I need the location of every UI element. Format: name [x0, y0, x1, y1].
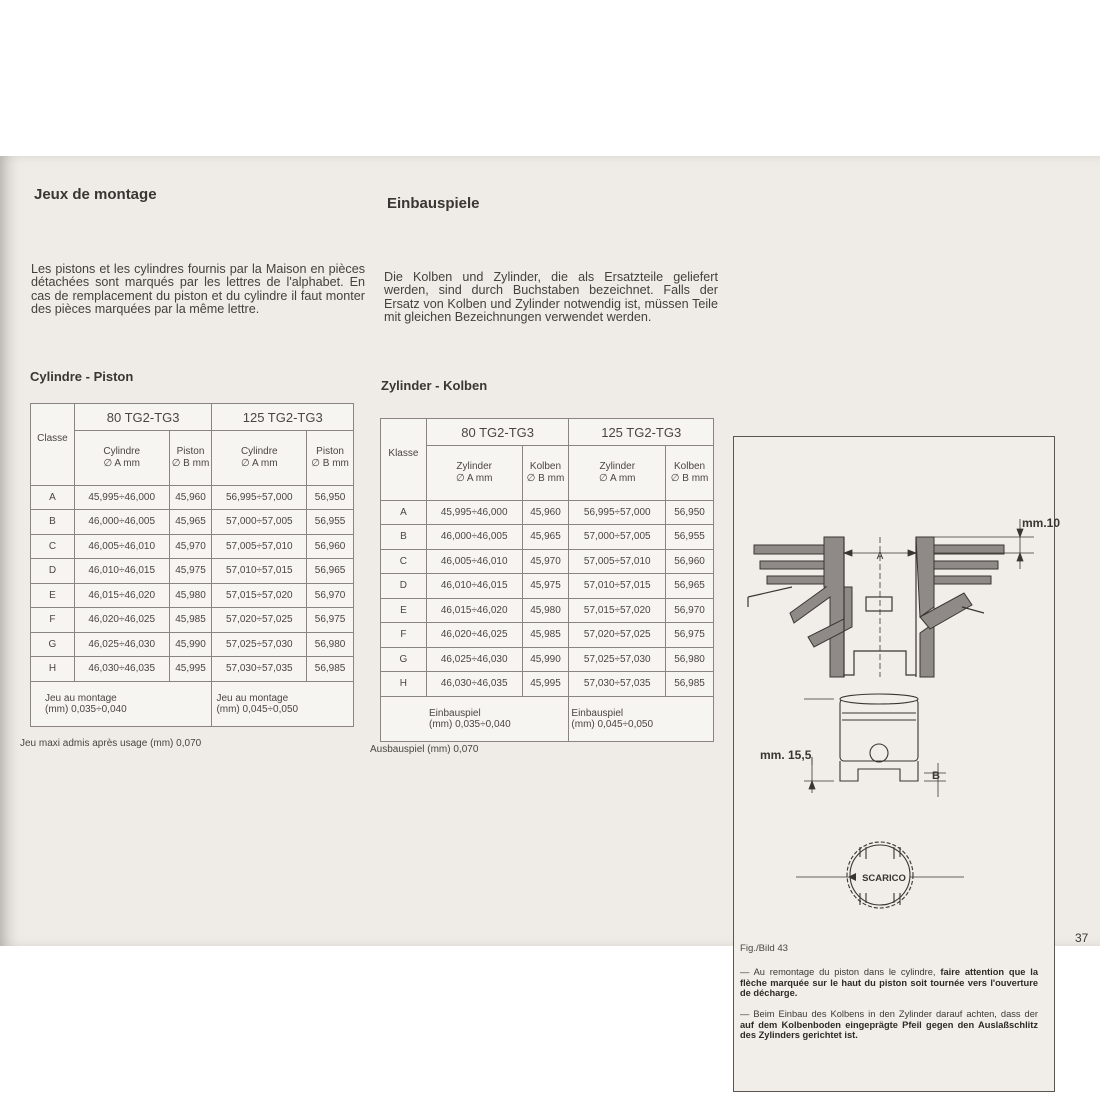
col-class: Classe: [31, 431, 75, 486]
manual-page: [0, 156, 1100, 1040]
fit-clearance-80: Einbauspiel (mm) 0,035÷0,040: [381, 696, 569, 741]
cell-cls: D: [31, 559, 75, 584]
class-header-cell: [31, 404, 75, 431]
table-row: [31, 485, 354, 510]
cell-a80: 46,020÷46,025: [74, 608, 169, 633]
cell-a80: 46,025÷46,030: [74, 632, 169, 657]
col-piston-b-125: Piston ∅ B mm: [307, 431, 354, 486]
cell-b125: 56,950: [307, 485, 354, 510]
group-header-125: 125 TG2-TG3: [569, 419, 714, 446]
cell-cls: E: [31, 583, 75, 608]
cell-a125: 57,015÷57,020: [569, 598, 666, 623]
table-row: [381, 647, 714, 672]
cell-cls: D: [381, 574, 427, 599]
table-row: [31, 657, 354, 682]
cell-a125: 57,020÷57,025: [212, 608, 307, 633]
cell-a125: 57,010÷57,015: [212, 559, 307, 584]
dim-top-label: mm.10: [1022, 516, 1061, 530]
french-max-wear-note: Jeu maxi admis après usage (mm) 0,070: [20, 738, 202, 749]
cell-b125: 56,970: [307, 583, 354, 608]
cell-b125: 56,985: [307, 657, 354, 682]
cell-a80: 46,000÷46,005: [426, 525, 522, 550]
dim-left-label: mm. 15,5: [760, 748, 812, 762]
cell-b125: 56,960: [307, 534, 354, 559]
table-row: [381, 549, 714, 574]
cell-b80: 45,990: [169, 632, 212, 657]
cell-a125: 57,005÷57,010: [569, 549, 666, 574]
cell-b125: 56,985: [666, 672, 714, 697]
cell-b80: 45,980: [169, 583, 212, 608]
table-row: [381, 525, 714, 550]
table-row: [381, 598, 714, 623]
table-row: [31, 534, 354, 559]
cell-cls: C: [31, 534, 75, 559]
cell-b80: 45,990: [522, 647, 569, 672]
german-table-title: Zylinder - Kolben: [381, 378, 488, 393]
cell-b125: 56,950: [666, 500, 714, 525]
figure-label: Fig./Bild 43: [740, 943, 788, 954]
class-header-cell: [381, 419, 427, 446]
cell-b125: 56,965: [666, 574, 714, 599]
cell-a80: 46,030÷46,035: [74, 657, 169, 682]
cell-a80: 46,015÷46,020: [426, 598, 522, 623]
cell-a125: 57,020÷57,025: [569, 623, 666, 648]
dim-b-label: B: [932, 770, 940, 782]
col-cylinder-a-125: Zylinder ∅ A mm: [569, 446, 666, 501]
cell-a125: 57,015÷57,020: [212, 583, 307, 608]
cell-a80: 46,010÷46,015: [74, 559, 169, 584]
table-row: [381, 672, 714, 697]
cell-a125: 57,000÷57,005: [212, 510, 307, 535]
french-caption: — Au remontage du piston dans le cylindre, faire attention que la flèche marquée sur le haut du piston soit tournée vers l'ouverture de décharge.: [740, 967, 1038, 998]
cell-b125: 56,975: [307, 608, 354, 633]
cell-a125: 57,010÷57,015: [569, 574, 666, 599]
cell-b125: 56,980: [666, 647, 714, 672]
cell-b80: 45,965: [169, 510, 212, 535]
fit-clearance-125: Einbauspiel (mm) 0,045÷0,050: [569, 696, 714, 741]
group-header-80: 80 TG2-TG3: [74, 404, 212, 431]
cell-b125: 56,960: [666, 549, 714, 574]
cell-a125: 57,005÷57,010: [212, 534, 307, 559]
cell-cls: E: [381, 598, 427, 623]
fit-clearance-125: Jeu au montage (mm) 0,045÷0,050: [212, 681, 354, 726]
cell-b125: 56,970: [666, 598, 714, 623]
german-spec-table: [380, 418, 714, 742]
table-row: [31, 510, 354, 535]
cell-a80: 46,025÷46,030: [426, 647, 522, 672]
scarico-label: SCARICO: [862, 873, 906, 884]
french-title: Jeux de montage: [34, 186, 157, 203]
french-spec-table: [30, 403, 354, 727]
cell-a80: 45,995÷46,000: [74, 485, 169, 510]
german-caption: — Beim Einbau des Kolbens in den Zylinder darauf achten, dass der auf dem Kolbenboden eingeprägte Pfeil gegen den Auslaßschlitz des Zylinders gerichtet ist.: [740, 1009, 1038, 1040]
cell-b80: 45,980: [522, 598, 569, 623]
col-cylinder-a-80: Zylinder ∅ A mm: [426, 446, 522, 501]
group-header-80: 80 TG2-TG3: [426, 419, 569, 446]
col-cylinder-a-80: Cylindre ∅ A mm: [74, 431, 169, 486]
german-title: Einbauspiele: [387, 195, 480, 212]
german-intro: Die Kolben und Zylinder, die als Ersatzteile geliefert werden, sind durch Buchstaben bezeichnet. Falls der Ersatz von Kolben und Zylinder notwendig ist, müssen Teile mit gleichen Bezeichnungen verwendet werden.: [384, 270, 718, 325]
cell-b80: 45,970: [522, 549, 569, 574]
cell-b80: 45,995: [522, 672, 569, 697]
col-class: Klasse: [381, 446, 427, 501]
cell-cls: H: [381, 672, 427, 697]
cell-cls: G: [31, 632, 75, 657]
cell-cls: A: [31, 485, 75, 510]
cell-cls: B: [381, 525, 427, 550]
col-piston-b-80: Piston ∅ B mm: [169, 431, 212, 486]
cell-a125: 56,995÷57,000: [212, 485, 307, 510]
cell-cls: C: [381, 549, 427, 574]
table-row: [381, 500, 714, 525]
cell-a80: 46,010÷46,015: [426, 574, 522, 599]
figure-box: [733, 436, 1061, 1092]
cell-a80: 45,995÷46,000: [426, 500, 522, 525]
cell-a125: 57,000÷57,005: [569, 525, 666, 550]
cell-cls: A: [381, 500, 427, 525]
cell-b80: 45,965: [522, 525, 569, 550]
col-piston-b-125: Kolben ∅ B mm: [666, 446, 714, 501]
cell-cls: F: [31, 608, 75, 633]
french-table-title: Cylindre - Piston: [30, 369, 134, 384]
cell-b125: 56,980: [307, 632, 354, 657]
cell-a125: 57,030÷57,035: [212, 657, 307, 682]
french-intro: Les pistons et les cylindres fournis par la Maison en pièces détachées sont marqués par les lettres de l'alphabet. En cas de remplacement du piston et du cylindre il faut monter des pièces marquées par la même lettre.: [31, 262, 365, 317]
piston-side-view: [840, 694, 918, 781]
cell-b80: 45,960: [169, 485, 212, 510]
cell-a125: 57,025÷57,030: [569, 647, 666, 672]
cell-b80: 45,975: [169, 559, 212, 584]
fit-clearance-80: Jeu au montage (mm) 0,035÷0,040: [31, 681, 212, 726]
cell-b125: 56,975: [666, 623, 714, 648]
cell-cls: H: [31, 657, 75, 682]
group-header-125: 125 TG2-TG3: [212, 404, 354, 431]
table-row: [31, 632, 354, 657]
german-wear-note: Ausbauspiel (mm) 0,070: [370, 744, 479, 755]
cell-a80: 46,005÷46,010: [426, 549, 522, 574]
cell-b80: 45,985: [522, 623, 569, 648]
cell-b125: 56,955: [666, 525, 714, 550]
cell-b125: 56,955: [307, 510, 354, 535]
cell-b80: 45,985: [169, 608, 212, 633]
cell-b80: 45,970: [169, 534, 212, 559]
table-row: [31, 559, 354, 584]
cylinder-piston-drawing: [734, 437, 1061, 917]
cell-cls: F: [381, 623, 427, 648]
col-cylinder-a-125: Cylindre ∅ A mm: [212, 431, 307, 486]
cell-a80: 46,030÷46,035: [426, 672, 522, 697]
table-row: [381, 623, 714, 648]
table-row: [381, 574, 714, 599]
page-number: 37: [1075, 931, 1089, 945]
dim-a-label: A: [876, 551, 884, 562]
cell-a125: 57,030÷57,035: [569, 672, 666, 697]
cell-a125: 56,995÷57,000: [569, 500, 666, 525]
cell-b80: 45,975: [522, 574, 569, 599]
cell-a80: 46,015÷46,020: [74, 583, 169, 608]
cell-cls: G: [381, 647, 427, 672]
cell-a125: 57,025÷57,030: [212, 632, 307, 657]
cell-b80: 45,995: [169, 657, 212, 682]
cell-b125: 56,965: [307, 559, 354, 584]
cell-a80: 46,020÷46,025: [426, 623, 522, 648]
col-piston-b-80: Kolben ∅ B mm: [522, 446, 569, 501]
table-row: [31, 608, 354, 633]
cell-a80: 46,005÷46,010: [74, 534, 169, 559]
table-row: [31, 583, 354, 608]
cell-a80: 46,000÷46,005: [74, 510, 169, 535]
cell-b80: 45,960: [522, 500, 569, 525]
cell-cls: B: [31, 510, 75, 535]
